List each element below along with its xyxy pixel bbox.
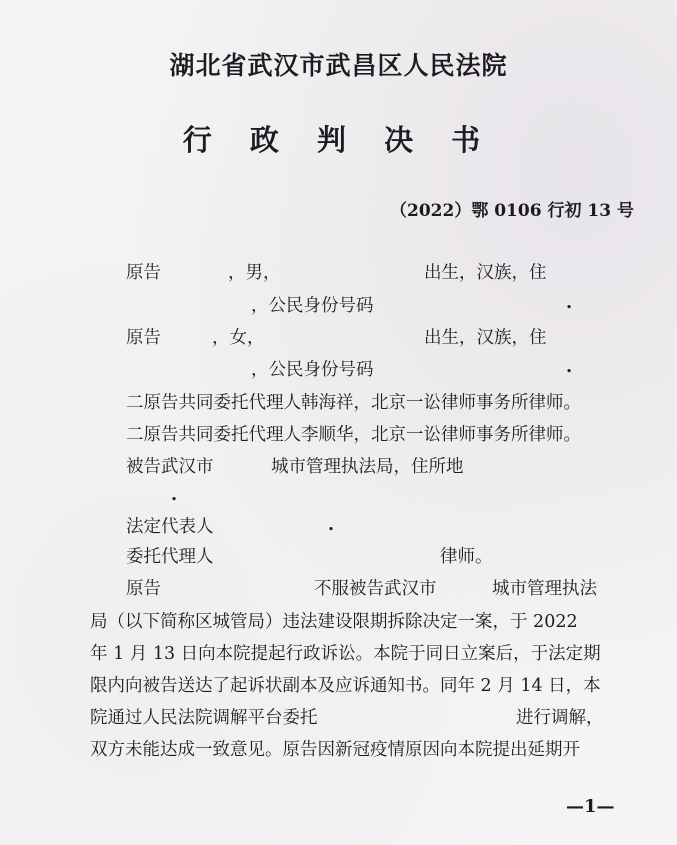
- document-title: 行 政 判 决 书: [182, 123, 495, 157]
- body-line-5a: 院通过人民法院调解平台委托: [90, 708, 318, 728]
- body-line-1b: 不服被告武汉市: [314, 579, 437, 599]
- body-line-3: 年 1 月 13 日向本院提起行政诉讼。本院于同日立案后，于法定期: [90, 644, 601, 664]
- plaintiff1-id-label: ，公民身份号码: [251, 296, 374, 316]
- plaintiff1-birth: 出生，汉族，住: [424, 263, 547, 283]
- body-line-1a: 原告: [126, 579, 161, 599]
- body-line-2: 局（以下简称区城管局）违法建设限期拆除决定一案，于 2022: [90, 612, 578, 632]
- legal-representative-end: .: [328, 515, 335, 535]
- body-line-5b: 进行调解，: [516, 708, 604, 728]
- body-line-6: 双方未能达成一致意见。原告因新冠疫情原因向本院提出延期开: [90, 740, 580, 760]
- plaintiff-agent-1: 二原告共同委托代理人韩海祥，北京一讼律师事务所律师。: [126, 393, 581, 413]
- court-name: 湖北省武汉市武昌区人民法院: [169, 51, 508, 80]
- plaintiff2-id-end: .: [566, 357, 573, 377]
- defendant-address-label: 城市管理执法局，住所地: [271, 457, 464, 477]
- defendant-name: 被告武汉市: [126, 457, 214, 477]
- body-line-1c: 城市管理执法: [492, 579, 597, 599]
- plaintiff2-gender: ，女，: [212, 328, 265, 348]
- body-line-4: 限内向被告送达了起诉状副本及应诉通知书。同年 2 月 14 日，本: [90, 676, 601, 696]
- defendant-address-end: .: [171, 485, 178, 505]
- legal-representative: 法定代表人: [126, 517, 214, 537]
- plaintiff2-label: 原告: [126, 328, 161, 348]
- plaintiff2-id-label: ，公民身份号码: [251, 360, 374, 380]
- plaintiff1-gender: ，男，: [228, 263, 281, 283]
- plaintiff1-id-end: .: [566, 293, 573, 313]
- case-number: （2022）鄂 0106 行初 13 号: [390, 201, 634, 221]
- plaintiff-agent-2: 二原告共同委托代理人李顺华，北京一讼律师事务所律师。: [126, 425, 581, 445]
- entrusted-agent: 委托代理人: [126, 547, 214, 567]
- plaintiff2-birth: 出生，汉族，住: [424, 328, 547, 348]
- page-number: —1—: [566, 796, 615, 817]
- plaintiff1-label: 原告: [126, 263, 161, 283]
- entrusted-agent-end: 律师。: [440, 547, 493, 567]
